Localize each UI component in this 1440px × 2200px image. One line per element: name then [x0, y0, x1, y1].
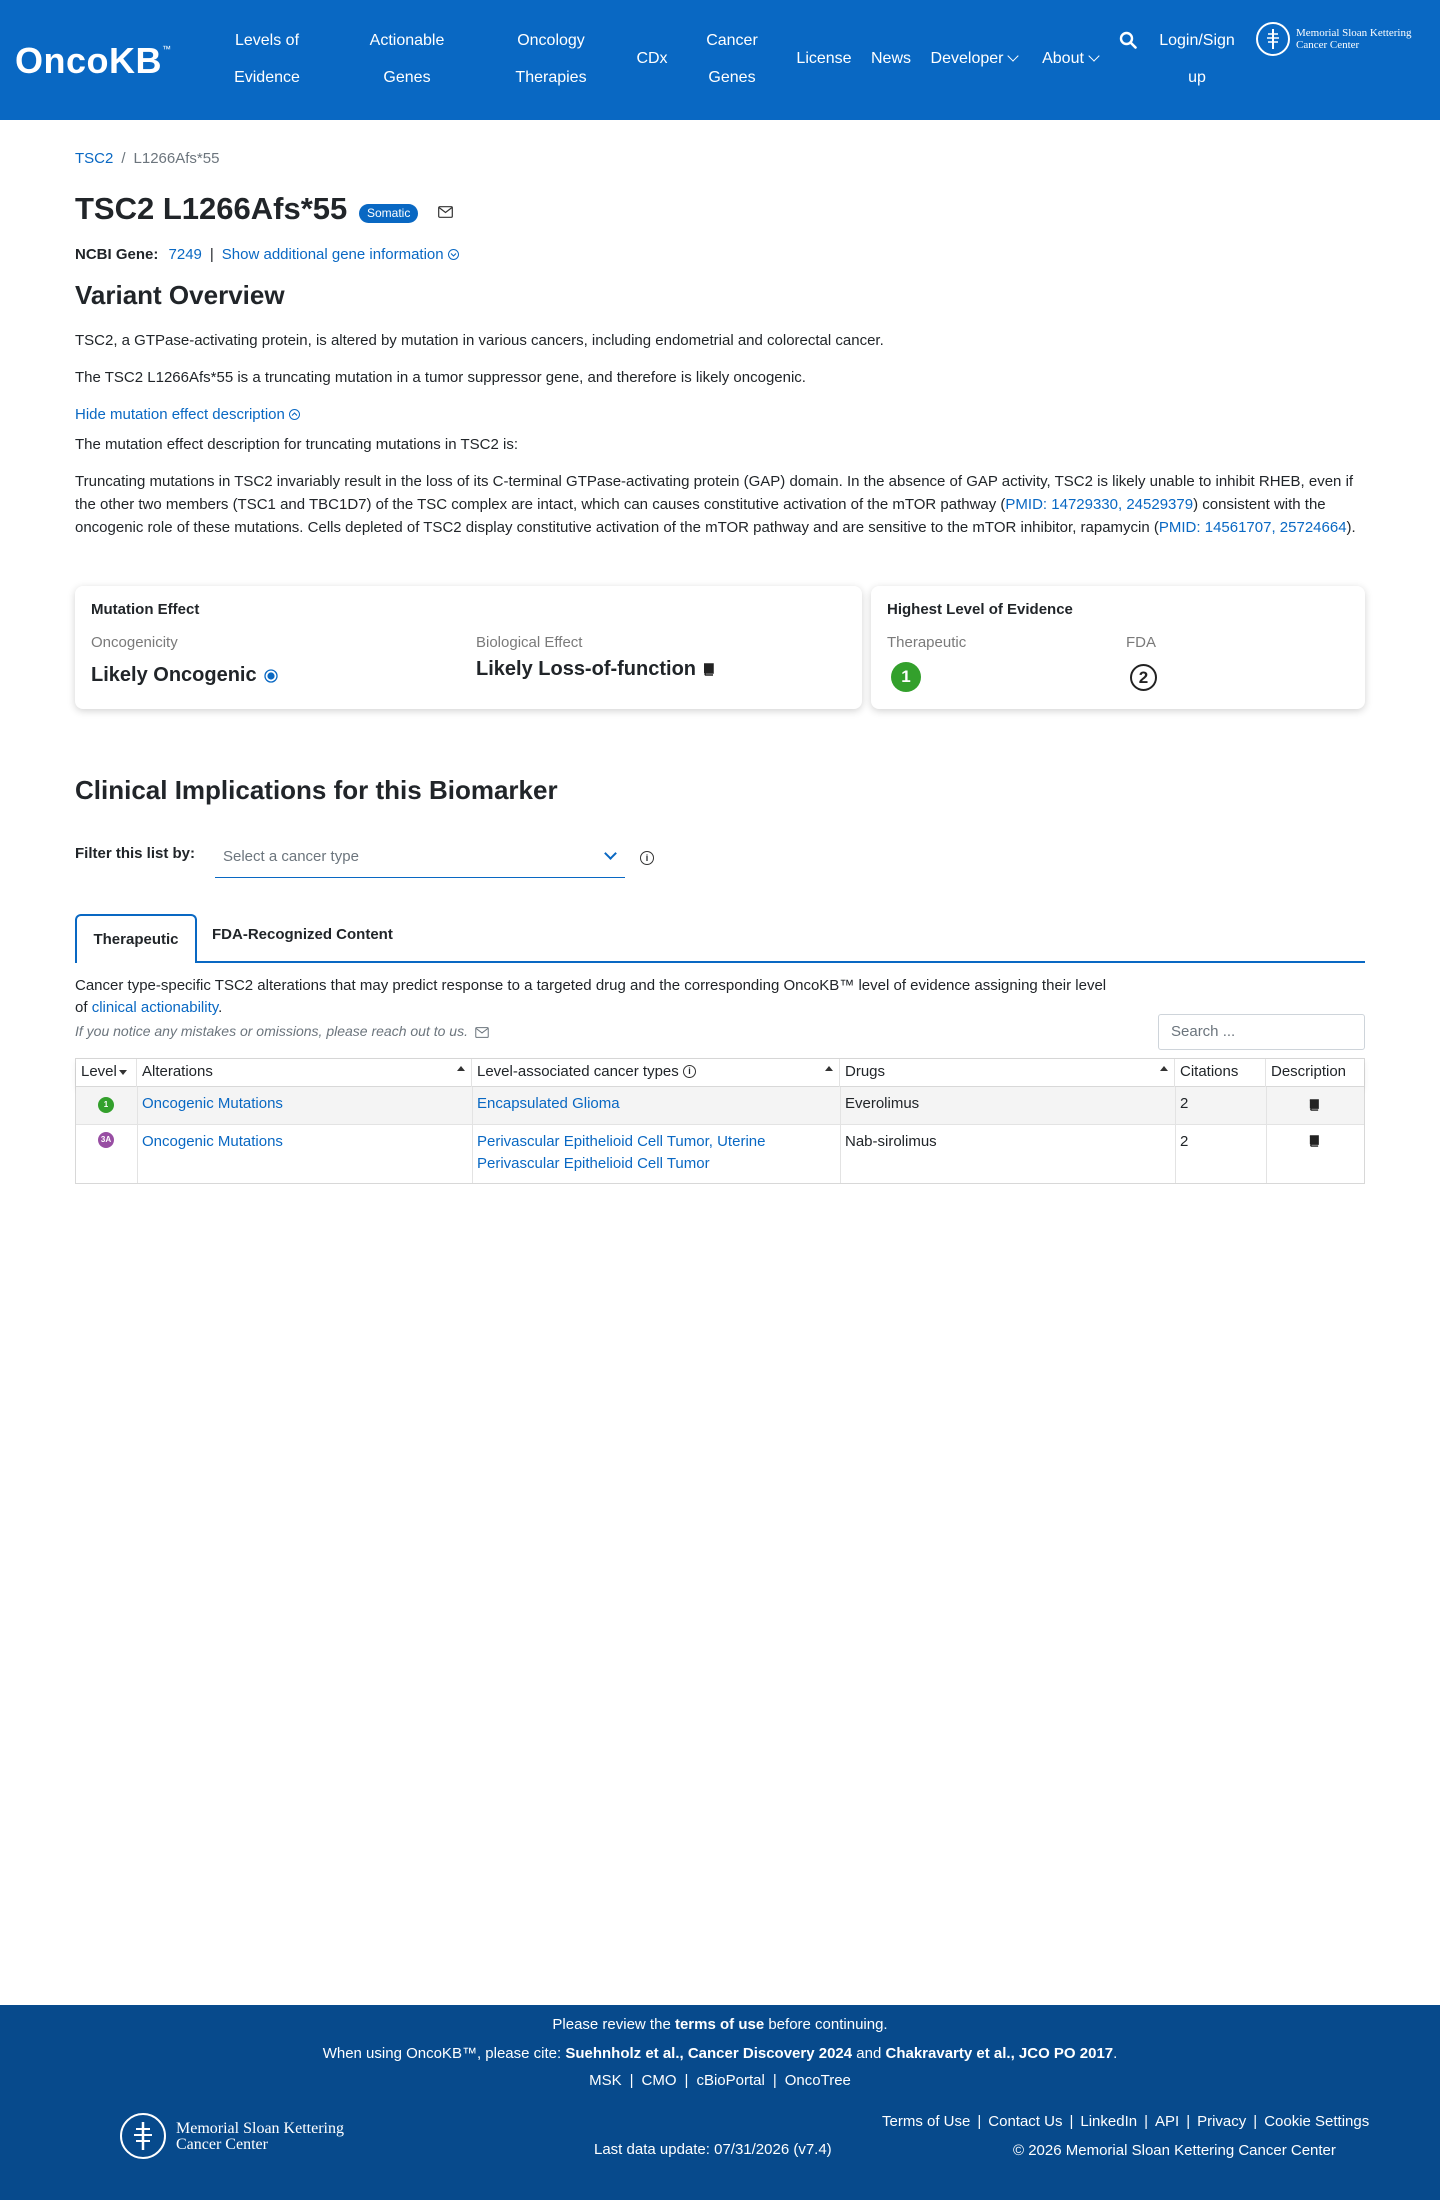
nav-license[interactable]: License [796, 50, 852, 67]
footer-partner-links [0, 2072, 1440, 2089]
tab-therapeutic[interactable]: Therapeutic [75, 914, 197, 963]
level-3a-icon[interactable]: 3A [98, 1132, 114, 1148]
column-header-drugs-label[interactable]: Drugs [845, 1063, 886, 1080]
sort-desc-icon[interactable] [119, 1070, 127, 1075]
breadcrumb-gene-link[interactable]: TSC2 [75, 150, 114, 167]
therapeutic-description [75, 975, 1115, 1019]
footer-cite-end: . [1113, 2045, 1118, 2062]
biological-effect-label: Biological Effect [476, 634, 583, 651]
filter-label: Filter this list by: [75, 845, 196, 862]
footer-msk-logo[interactable] [120, 2113, 380, 2169]
chevron-down-icon [1008, 50, 1019, 61]
table-row [76, 1087, 1364, 1125]
fda-level-2-icon[interactable]: 2 [1130, 664, 1157, 691]
ncbi-label: NCBI Gene: [75, 246, 159, 263]
footer-separator: | [1186, 2113, 1191, 2130]
msk-line2: Cancer Center [1296, 39, 1360, 51]
nav-login-line2[interactable]: up [1188, 69, 1206, 86]
column-header-level-label[interactable]: Level [81, 1063, 117, 1080]
column-header-description: Description [1271, 1063, 1347, 1080]
therapeutic-description-end: . [218, 999, 223, 1016]
somatic-badge: Somatic [359, 204, 418, 223]
footer-link-cbioportal[interactable]: cBioPortal [696, 2072, 765, 2089]
nav-levels-line1[interactable]: Levels of [234, 32, 300, 49]
tabs-underline [75, 961, 1365, 963]
nav-news[interactable]: News [870, 50, 911, 67]
breadcrumb-current: L1266Afs*55 [133, 150, 220, 167]
nav-levels-line2[interactable]: Evidence [234, 69, 300, 86]
nav-cancer-line2[interactable]: Genes [708, 69, 756, 86]
nav-oncology-line1[interactable]: Oncology [517, 32, 585, 49]
hide-mutation-effect-toggle[interactable] [75, 403, 1365, 426]
nav-login-signup[interactable] [1150, 22, 1244, 96]
mutation-effect-card [75, 586, 862, 709]
nav-login-line1[interactable]: Login/Sign [1159, 32, 1235, 49]
breadcrumb-separator: / [121, 150, 126, 167]
mutation-effect-text-c: ). [1346, 519, 1356, 536]
book-icon[interactable] [1308, 1135, 1320, 1147]
nav-oncology-therapies[interactable] [507, 22, 595, 96]
column-header-cancer-types[interactable] [472, 1059, 840, 1087]
feedback-notice-text: If you notice any mistakes or omissions, please reach out to us. [75, 1023, 468, 1039]
column-divider [472, 1087, 473, 1183]
footer-terms-link[interactable]: terms of use [674, 2016, 765, 2033]
footer-cite-link-2[interactable]: Chakravarty et al., JCO PO 2017 [885, 2045, 1114, 2062]
ncbi-gene-id-link[interactable]: 7249 [168, 246, 202, 263]
sort-asc-icon[interactable] [825, 1066, 833, 1071]
highest-level-card [871, 586, 1365, 709]
column-divider [137, 1087, 138, 1183]
footer-link-oncotree[interactable]: OncoTree [784, 2072, 851, 2089]
envelope-icon[interactable] [475, 1027, 489, 1038]
footer-citation [0, 2045, 1440, 2062]
footer-policy-links [882, 2113, 1369, 2130]
footer-terms-notice [0, 2016, 1440, 2033]
likely-oncogenic-icon [264, 669, 278, 683]
column-divider [840, 1087, 841, 1183]
nav-cdx[interactable]: CDx [636, 50, 668, 67]
therapeutic-description-text: Cancer type-specific TSC2 alterations that may predict response to a targeted drug and the corresponding OncoKB™ level of evidence assigning their level of [75, 977, 1107, 1016]
column-header-citations[interactable]: Citations [1175, 1059, 1266, 1087]
footer-api[interactable]: API [1155, 2113, 1180, 2130]
footer-separator: | [684, 2072, 689, 2089]
mutation-effect-intro: The mutation effect description for truncating mutations in TSC2 is: [75, 436, 518, 453]
footer-separator: | [1253, 2113, 1258, 2130]
footer-terms-of-use[interactable]: Terms of Use [882, 2113, 971, 2130]
breadcrumb [75, 150, 219, 167]
pmid-link-1[interactable]: PMID: 14729330, 24529379 [1005, 496, 1194, 513]
therapeutic-level-1-icon[interactable]: 1 [891, 662, 921, 692]
msk-logo[interactable] [1256, 22, 1426, 62]
footer-msk-line1: Memorial Sloan Kettering [176, 2120, 344, 2137]
footer-contact-us[interactable]: Contact Us [988, 2113, 1063, 2130]
nav-levels-of-evidence[interactable] [226, 22, 308, 96]
clinical-implications-heading: Clinical Implications for this Biomarker [75, 775, 558, 805]
envelope-icon[interactable] [438, 206, 453, 218]
column-header-level[interactable] [76, 1059, 137, 1087]
footer-cite-and: and [852, 2045, 886, 2062]
overview-variant-summary: The TSC2 L1266Afs*55 is a truncating mutation in a tumor suppressor gene, and therefore is likely oncogenic. [75, 369, 806, 386]
footer-review-text: Please review the [552, 2016, 675, 2033]
nav-about[interactable] [1036, 40, 1104, 78]
ncbi-gene-row [75, 246, 459, 263]
column-divider [1175, 1087, 1176, 1183]
show-gene-info-link[interactable]: Show additional gene information [221, 246, 444, 263]
footer-last-update: Last data update: 07/31/2026 (v7.4) [594, 2141, 832, 2158]
chevron-down-icon [1088, 50, 1099, 61]
column-header-drugs[interactable] [840, 1059, 1175, 1087]
table-search-input[interactable] [1158, 1014, 1365, 1050]
footer [0, 2005, 1440, 2200]
footer-msk-line2: Cancer Center [176, 2136, 268, 2153]
oncogenicity-label: Oncogenicity [91, 634, 178, 651]
mutation-effect-text-a: Truncating mutations in TSC2 invariably result in the loss of its C-terminal GTPase-activating protein (GAP) domain. In the absence of GAP activity, TSC2 is likely unable to inhibit RHEB, even if the other two members (TSC1 and TBC1D7) of the TSC complex are intact, which can causes constitutive activation of the mTOR pathway ( [75, 473, 1354, 513]
chevron-down-circle-icon[interactable] [448, 249, 459, 260]
nav-oncology-line2[interactable]: Therapies [515, 69, 587, 86]
footer-copyright: © 2026 Memorial Sloan Kettering Cancer Center [1013, 2142, 1336, 2159]
footer-separator: | [772, 2072, 777, 2089]
info-icon[interactable]: i [640, 851, 654, 865]
feedback-notice [75, 1023, 489, 1039]
cancer-type-link[interactable]: Perivascular Epithelioid Cell Tumor, Uterine [477, 1133, 766, 1150]
nav-developer-label[interactable]: Developer [930, 50, 1004, 67]
clinical-actionability-link[interactable]: clinical actionability [91, 999, 219, 1016]
book-icon[interactable] [702, 663, 715, 676]
footer-cite-text: When using OncoKB™, please cite: [322, 2045, 566, 2062]
book-icon[interactable] [1308, 1099, 1320, 1111]
nav-actionable-genes[interactable] [360, 22, 454, 96]
footer-cite-link-1[interactable]: Suehnholz et al., Cancer Discovery 2024 [565, 2045, 853, 2062]
biological-effect-value-text: Likely Loss-of-function [476, 658, 696, 680]
nav-actionable-line2[interactable]: Genes [383, 69, 431, 86]
alteration-link[interactable]: Oncogenic Mutations [142, 1133, 283, 1150]
msk-emblem-icon [1256, 22, 1290, 56]
footer-separator: | [629, 2072, 634, 2089]
chevron-up-circle-icon[interactable] [289, 409, 300, 420]
mutation-effect-text-b: ) consistent with the oncogenic role of these mutations. Cells depleted of TSC2 display constitutive activation of the mTOR pathway and are sensitive to the mTOR inhibitor, rapamycin ( [75, 496, 1326, 536]
pmid-link-2[interactable]: PMID: 14561707, 25724664 [1158, 519, 1347, 536]
oncokb-logo[interactable] [15, 40, 172, 82]
nav-cancer-genes[interactable] [700, 22, 764, 96]
search-icon[interactable] [1119, 31, 1137, 49]
highest-level-title: Highest Level of Evidence [887, 601, 1073, 618]
table-row [76, 1125, 1364, 1184]
nav-actionable-line1[interactable]: Actionable [369, 32, 445, 49]
ncbi-separator: | [209, 246, 214, 263]
column-header-cancer-types-label[interactable]: Level-associated cancer types [477, 1063, 679, 1080]
chevron-down-icon[interactable] [604, 847, 617, 860]
footer-separator: | [1144, 2113, 1148, 2130]
variant-overview-heading: Variant Overview [75, 280, 285, 310]
page-title: TSC2 L1266Afs*55 [75, 191, 348, 226]
footer-link-cmo[interactable]: CMO [641, 2072, 677, 2089]
footer-linkedin[interactable]: LinkedIn [1080, 2113, 1138, 2130]
drug-name: Nab-sirolimus [845, 1133, 937, 1150]
hide-mutation-effect-link[interactable]: Hide mutation effect description [75, 406, 285, 423]
level-1-icon[interactable]: 1 [98, 1097, 114, 1113]
footer-link-msk[interactable]: MSK [589, 2072, 622, 2089]
cancer-types-cell [477, 1131, 765, 1175]
mutation-effect-title: Mutation Effect [91, 601, 200, 618]
msk-line1: Memorial Sloan Kettering [1296, 27, 1412, 39]
cancer-type-select[interactable] [215, 842, 625, 878]
sort-asc-icon[interactable] [1160, 1066, 1168, 1071]
logo-text[interactable]: OncoKB [15, 40, 162, 81]
cancer-type-select-placeholder[interactable]: Select a cancer type [223, 848, 359, 865]
oncogenicity-value [91, 664, 278, 687]
footer-separator: | [977, 2113, 982, 2130]
oncogenicity-value-text: Likely Oncogenic [91, 664, 257, 686]
msk-logo-text [1296, 27, 1411, 51]
table-search-placeholder[interactable]: Search ... [1171, 1023, 1236, 1040]
top-navbar [0, 0, 1440, 120]
nav-cancer-line1[interactable]: Cancer [706, 32, 758, 49]
cancer-type-link[interactable]: Encapsulated Glioma [477, 1095, 620, 1112]
logo-trademark: ™ [162, 44, 172, 54]
footer-msk-text [176, 2121, 344, 2153]
sort-asc-icon[interactable] [457, 1066, 465, 1071]
therapeutic-level-label: Therapeutic [887, 634, 967, 651]
footer-review-end: before continuing. [764, 2016, 888, 2033]
drug-name: Everolimus [845, 1095, 920, 1112]
column-header-alterations[interactable] [137, 1059, 472, 1087]
footer-privacy[interactable]: Privacy [1197, 2113, 1247, 2130]
citations-count[interactable]: 2 [1180, 1095, 1189, 1112]
cancer-type-link[interactable]: Perivascular Epithelioid Cell Tumor [477, 1155, 710, 1172]
info-icon[interactable]: i [683, 1065, 696, 1078]
footer-separator: | [1069, 2113, 1074, 2130]
tab-fda-recognized-content[interactable]: FDA-Recognized Content [212, 926, 393, 943]
mutation-effect-description [75, 470, 1365, 539]
table-header [76, 1059, 1364, 1087]
footer-cookie-settings[interactable]: Cookie Settings [1264, 2113, 1370, 2130]
msk-emblem-icon [120, 2113, 166, 2159]
column-divider [1266, 1087, 1267, 1183]
biological-effect-value [476, 658, 715, 681]
citations-count[interactable]: 2 [1180, 1133, 1189, 1150]
therapeutic-table [75, 1058, 1365, 1184]
nav-about-label[interactable]: About [1042, 50, 1084, 67]
fda-level-label: FDA [1126, 634, 1156, 651]
alteration-link[interactable]: Oncogenic Mutations [142, 1095, 283, 1112]
nav-developer[interactable] [926, 40, 1022, 78]
overview-gene-summary: TSC2, a GTPase-activating protein, is altered by mutation in various cancers, including endometrial and colorectal cancer. [75, 332, 884, 349]
column-header-alterations-label[interactable]: Alterations [142, 1063, 213, 1080]
